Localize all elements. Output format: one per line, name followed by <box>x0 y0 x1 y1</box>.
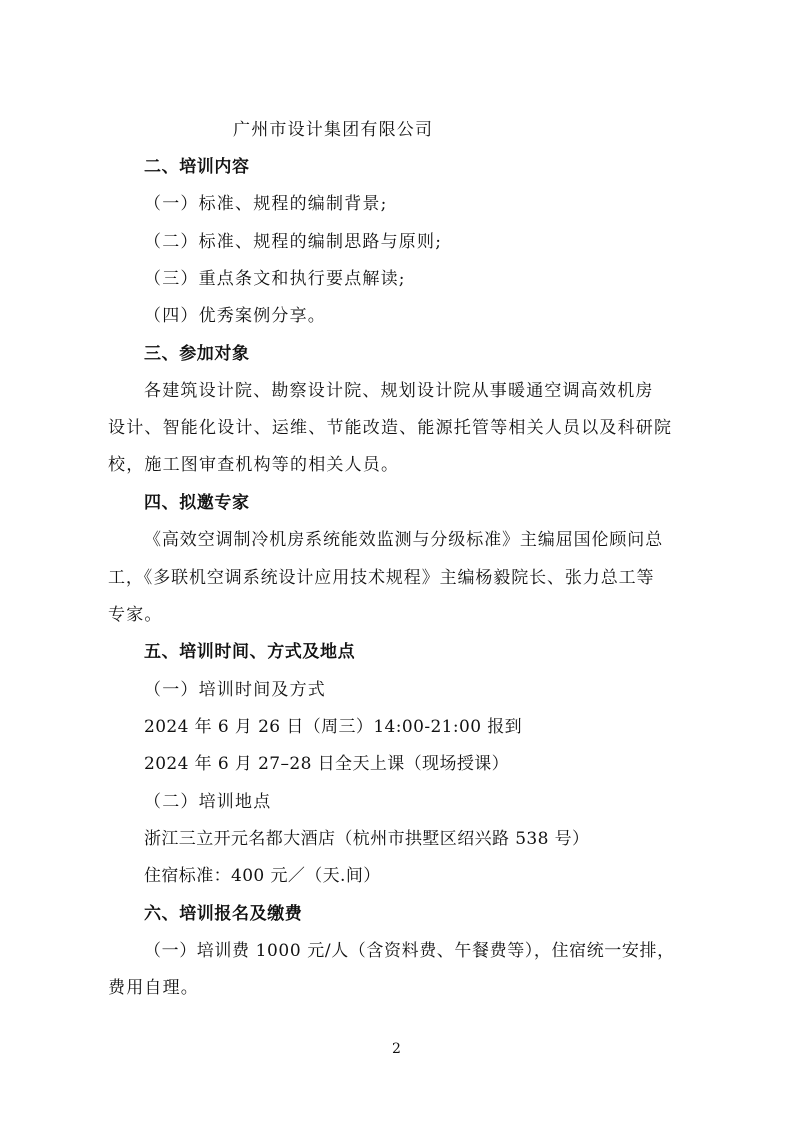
page-number: 2 <box>392 1041 401 1057</box>
venue-address: 浙江三立开元名都大酒店（杭州市拱墅区绍兴路 538 号） <box>144 829 590 849</box>
subsection-title-venue: （二）培训地点 <box>144 792 272 812</box>
schedule-registration: 2024 年 6 月 26 日（周三）14:00-21:00 报到 <box>144 717 523 737</box>
paragraph-line: 《高效空调制冷机房系统能效监测与分级标准》主编屈国伦顾问总 <box>144 530 664 550</box>
section-heading-time-place: 五、培训时间、方式及地点 <box>144 642 356 662</box>
list-item: （一）标准、规程的编制背景; <box>144 194 388 214</box>
paragraph-line: 设计、智能化设计、运维、节能改造、能源托管等相关人员以及科研院 <box>108 418 673 438</box>
paragraph-line: 校，施工图审查机构等的相关人员。 <box>108 455 400 475</box>
list-item: （三）重点条文和执行要点解读; <box>144 269 406 289</box>
paragraph-line: （一）培训费 1000 元/人（含资料费、午餐费等），住宿统一安排， <box>144 941 675 961</box>
section-heading-training-content: 二、培训内容 <box>144 157 250 177</box>
organization-line: 广州市设计集团有限公司 <box>233 120 434 140</box>
schedule-classes: 2024 年 6 月 27–28 日全天上课（现场授课） <box>144 754 510 774</box>
section-heading-registration-fees: 六、培训报名及缴费 <box>144 904 303 924</box>
section-heading-experts: 四、拟邀专家 <box>144 493 250 513</box>
paragraph-line: 各建筑设计院、勘察设计院、规划设计院从事暖通空调高效机房 <box>144 381 654 401</box>
paragraph-line: 专家。 <box>108 605 163 625</box>
subsection-title-time: （一）培训时间及方式 <box>144 680 326 700</box>
section-heading-participants: 三、参加对象 <box>144 344 250 364</box>
lodging-standard: 住宿标准：400 元／（天.间） <box>144 866 381 886</box>
list-item: （二）标准、规程的编制思路与原则; <box>144 232 443 252</box>
paragraph-line: 工，《多联机空调系统设计应用技术规程》主编杨毅院长、张力总工等 <box>108 568 655 588</box>
list-item: （四）优秀案例分享。 <box>144 306 326 326</box>
paragraph-line: 费用自理。 <box>108 978 199 998</box>
